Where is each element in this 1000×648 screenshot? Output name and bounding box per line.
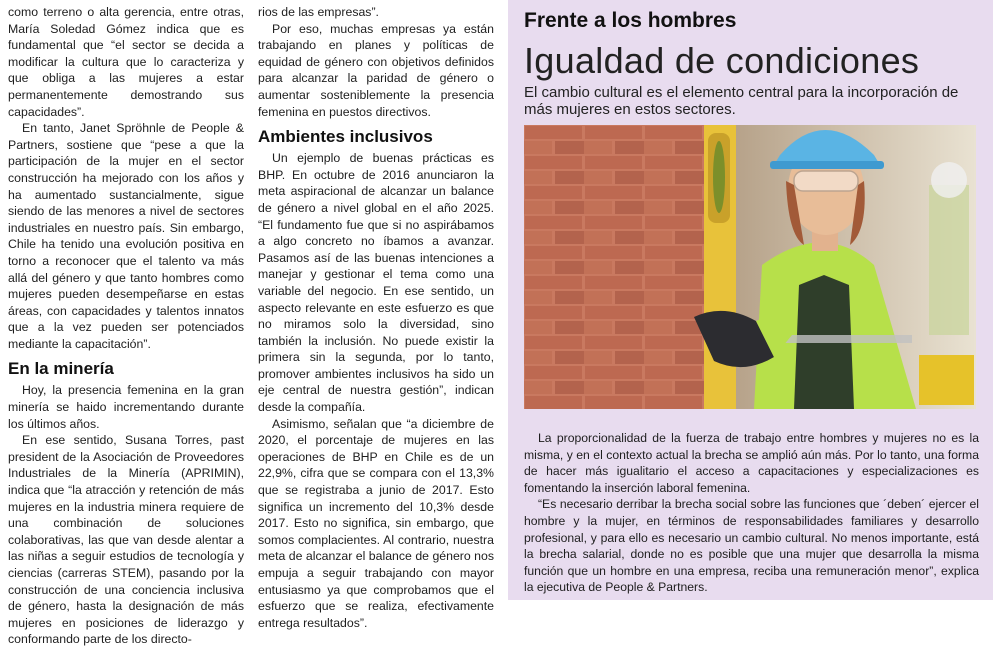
paragraph: como terreno o alta gerencia, entre otras, María Soledad Gómez indica que es fundamental que “el sector se decida a modificar la cultura que lo caracteriza y que obliga a las mujeres a estar permanentemente demostrando sus capacidades”. <box>8 5 244 119</box>
paragraph: Hoy, la presencia femenina en la gran minería se haido incrementando durante los últimos años. <box>8 383 244 431</box>
article-column-1 <box>8 4 244 648</box>
sidebar-title: Igualdad de condiciones <box>524 40 920 81</box>
paragraph: En ese sentido, Susana Torres, past president de la Asociación de Proveedores Industriales de la Minería (APRIMIN), indica que “la atracción y retención de más mujeres en la industria minera requiere de una combinación de soluciones colaborativas, las que van desde alentar a las niñas a seguir estudios de tecnología y ciencias (carreras STEM), pasando por la construcción de una conciencia inclusiva de género, hasta la designación de más mujeres en posiciones de liderazgo y conformando parte de los directo- <box>8 433 244 647</box>
paragraph: La proporcionalidad de la fuerza de trabajo entre hombres y mujeres no es la misma, y en el contexto actual la brecha se amplió aún más. Por lo tanto, una forma de hacer más igualitario el acceso a capacitaciones y especializaciones es fomentando la inserción laboral femenina. <box>524 431 979 495</box>
sidebar-box <box>508 0 993 600</box>
sidebar-kicker: Frente a los hombres <box>524 9 737 32</box>
paragraph: Un ejemplo de buenas prácticas es BHP. En octubre de 2016 anunciaron la meta aspiracional de alcanzar un balance de género a nivel global en el año 2025. “El fundamento fue que si no aspirábamos a algo concreto no íbamos a avanzar. Pasamos así de las buenas intenciones a manejar y gestionar el tema como una variable del negocio. En ese sentido, un aspecto relevante en este esfuerzo es que no miramos solo la diversidad, sino también la inclusión. No puede existir la primera sin la segunda, por lo tanto, promover ambientes inclusivos ha sido un eje central de nuestra gestión”, indican desde la compañía. <box>258 151 494 415</box>
photo-woman-construction-worker <box>524 125 976 409</box>
paragraph: En tanto, Janet Spröhnle de People & Partners, sostiene que “pese a que la participación de la mujer en el sector construcción ha mejorado con los años y ha aumentado sustancialmente, sigue siendo de las menores a nivel de sectores industriales en nuestro país. Sin embargo, Chile ha tenido una evolución positiva en torno a reconocer que el talento va más allá del género y que tanto hombres como mujeres pueden desempeñarse en estas áreas, con capacidades y talentos innatos que a la vez pueden ser potenciados mediante la capacitación”. <box>8 121 244 351</box>
paragraph: “Es necesario derribar la brecha social sobre las funciones que ´deben´ ejercer el hombre y la mujer, en términos de responsabilidades familiares y desarrollo profesional, y para ello es necesario un cambio cultural. No menos importante, está la brecha salarial, donde no es posible que una mujer que desarrolla la misma función que un hombre en una empresa, reciba una remuneración menor”, explica la ejecutiva de People & Partners. <box>524 497 979 595</box>
section-heading-ambientes-inclusivos: Ambientes inclusivos <box>258 127 433 147</box>
sidebar-body <box>524 430 979 596</box>
article-column-2 <box>258 4 494 631</box>
section-heading-mineria: En la minería <box>8 359 114 379</box>
sidebar-deck: El cambio cultural es el elemento central para la incorporación de más mujeres en estos sectores. <box>524 84 959 118</box>
paragraph: Por eso, muchas empresas ya están trabajando en planes y políticas de equidad de género con objetivos definidos para alcanzar la paridad de género o aumentar sosteniblemente la presencia femenina en puestos directivos. <box>258 21 494 119</box>
paragraph: rios de las empresas”. <box>258 5 379 19</box>
paragraph: Asimismo, señalan que “a diciembre de 2020, el porcentaje de mujeres en las operaciones de BHP en Chile es de un 22,9%, cifra que se compara con el 13,3% que se registraba a junio de 2017. Esto significa un incremento del 10,3% desde 2017. Esto no significa, sin embargo, que somos complacientes. Al contrario, nuestra meta de alcanzar el balance de género nos empuja a seguir trabajando con mayor entusiasmo ya que comprobamos que el esfuerzo que se realiza, efectivamente entrega resultados”. <box>258 416 494 630</box>
